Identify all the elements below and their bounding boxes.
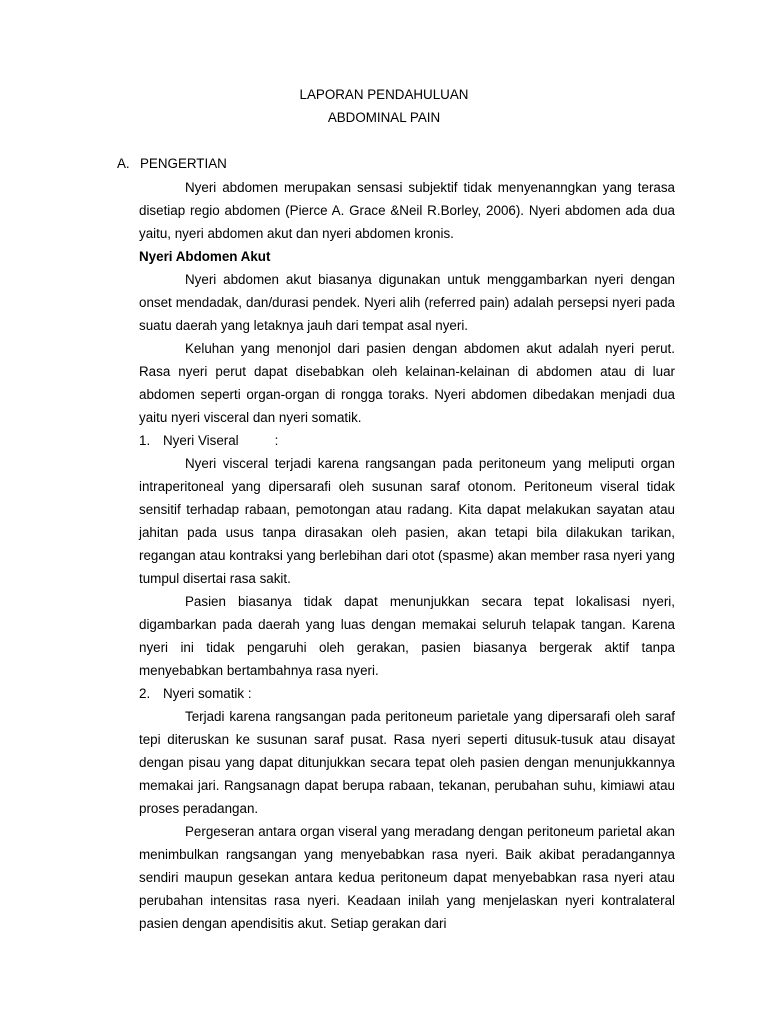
paragraph-viseral-2: Pasien biasanya tidak dapat menunjukkan secara tepat lokalisasi nyeri, digambarkan pada daerah yang luas dengan memakai seluruh telapak tangan. Karena nyeri ini tidak pengaruhi oleh gerakan, pasien biasanya bergerak aktif tanpa menyebabkan bertambahnya rasa nyeri. [139, 594, 675, 678]
paragraph-somatik-1: Terjadi karena rangsangan pada peritoneum parietale yang dipersarafi oleh saraf tepi diteruskan ke susunan saraf pusat. Rasa nyeri seperti ditusuk-tusuk atau disayat dengan pisau yang dapat ditunjukkan secara tepat oleh pasien dengan menunjukkannya memakai jari. Rangsanagn dapat berupa rabaan, tekanan, perubahan suhu, kimiawi atau proses peradangan. [139, 709, 675, 816]
document-body [139, 176, 675, 935]
list-item-nyeri-somatik [139, 682, 675, 705]
paragraph-keluhan: Keluhan yang menonjol dari pasien dengan abdomen akut adalah nyeri perut. Rasa nyeri perut dapat disebabkan oleh kelainan-kelainan di abdomen atau di luar abdomen seperti organ-organ di rongga toraks. Nyeri abdomen dibedakan menjadi dua yaitu nyeri visceral dan nyeri somatik. [139, 341, 675, 425]
list-number: 2. [139, 686, 151, 701]
document-subtitle: ABDOMINAL PAIN [327, 110, 441, 125]
paragraph-viseral-1: Nyeri visceral terjadi karena rangsangan pada peritoneum yang meliputi organ intraperitoneal yang dipersarafi oleh susunan saraf otonom. Peritoneum viseral tidak sensitif terhadap rabaan, pemotongan atau radang. Kita dapat melakukan sayatan atau jahitan pada usus tanpa dirasakan oleh pasien, akan tetapi bila dilakukan tarikan, regangan atau kontraksi yang berlebihan dari otot (spasme) akan member rasa nyeri yang tumpul disertai rasa sakit. [139, 456, 675, 586]
list-item-nyeri-viseral [139, 429, 675, 452]
paragraph-pengertian: Nyeri abdomen merupakan sensasi subjektif tidak menyenanngkan yang terasa disetiap regio abdomen (Pierce A. Grace &Neil R.Borley, 2006). Nyeri abdomen ada dua yaitu, nyeri abdomen akut dan nyeri abdomen kronis. [139, 180, 675, 241]
paragraph-somatik-2: Pergeseran antara organ viseral yang meradang dengan peritoneum parietal akan menimbulkan rangsangan yang menyebabkan rasa nyeri. Baik akibat peradangannya sendiri maupun gesekan antara kedua peritoneum dapat menyebabkan rasa nyeri atau perubahan intensitas rasa nyeri. Keadaan inilah yang menjelaskan nyeri kontralateral pasien dengan apendisitis akut. Setiap gerakan dari [139, 824, 675, 931]
list-item-label: Nyeri somatik : [163, 686, 252, 701]
document-title: LAPORAN PENDAHULUAN [299, 87, 469, 102]
section-heading-text: PENGERTIAN [140, 156, 227, 171]
section-letter: A. [117, 156, 130, 171]
paragraph-akut-definition: Nyeri abdomen akut biasanya digunakan untuk menggambarkan nyeri dengan onset mendadak, dan/durasi pendek. Nyeri alih (referred pain) adalah persepsi nyeri pada suatu daerah yang letaknya jauh dari tempat asal nyeri. [139, 272, 675, 333]
section-heading-pengertian [117, 156, 227, 172]
list-item-colon: : [274, 433, 279, 448]
subheading-nyeri-abdomen-akut: Nyeri Abdomen Akut [139, 249, 271, 264]
list-item-label: Nyeri Viseral [163, 433, 239, 448]
list-number: 1. [139, 433, 151, 448]
